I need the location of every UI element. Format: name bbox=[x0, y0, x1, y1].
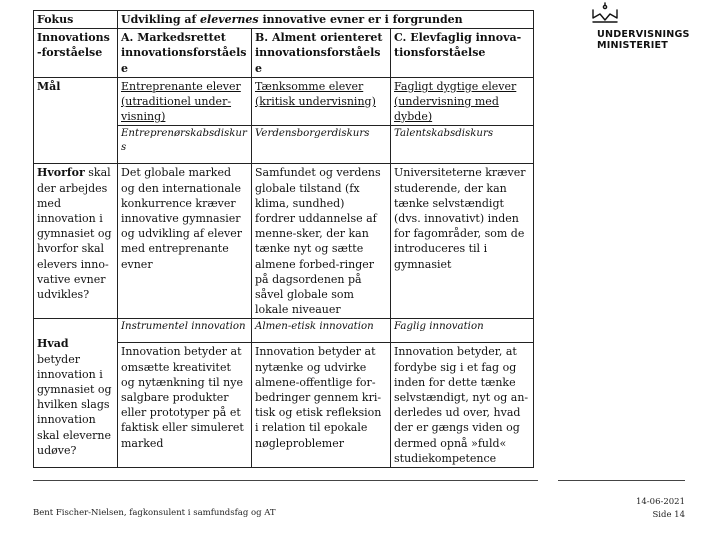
discourse-col-a bbox=[118, 126, 252, 164]
why-col-b bbox=[252, 164, 391, 319]
what-col-b bbox=[252, 343, 391, 468]
header-title-cell bbox=[118, 11, 534, 29]
what-col-a-text: Innovation betyder at omsætte kreativitet og nytænkning til nye salgbare produkter eller prototyper på et faktisk eller simuleret marked bbox=[121, 345, 244, 450]
innovation-type-col-a-text: Instrumentel innovation bbox=[121, 321, 246, 333]
ministry-logo-text bbox=[597, 29, 690, 51]
understanding-col-c-text: C. Elevfaglig innova-tionsforståelse bbox=[394, 31, 522, 60]
understanding-col-c bbox=[391, 29, 534, 78]
why-col-c bbox=[391, 164, 534, 319]
goal-col-c bbox=[391, 77, 534, 126]
why-col-a-text: Det globale marked og den internationale konkurrence kræver innovative gymnasier og udvikling af elever med entreprenante evner bbox=[121, 166, 242, 271]
goal-col-b-text: Tænksomme elever (kritisk undervisning) bbox=[255, 79, 376, 109]
discourse-col-b bbox=[252, 126, 391, 164]
discourse-col-c-text: Talentskabsdiskurs bbox=[394, 128, 494, 140]
innovation-type-col-c-text: Faglig innovation bbox=[394, 321, 484, 333]
footer-author: Bent Fischer-Nielsen, fagkonsulent i samfundsfag og AT bbox=[33, 508, 276, 518]
header-row bbox=[34, 11, 534, 29]
goal-col-c-text: Fagligt dygtige elever (undervisning med dybde) bbox=[394, 79, 517, 124]
goal-row bbox=[34, 77, 534, 126]
why-label-cell bbox=[34, 164, 118, 319]
logo-line-2: MINISTERIET bbox=[597, 40, 668, 51]
discourse-col-c bbox=[391, 126, 534, 164]
understanding-col-a bbox=[118, 29, 252, 78]
goal-label-cell bbox=[34, 77, 118, 164]
understanding-label-cell bbox=[34, 29, 118, 78]
what-label-bold: Hvad bbox=[37, 337, 69, 351]
footer-date: 14-06-2021 bbox=[635, 497, 685, 507]
header-focus-cell bbox=[34, 11, 118, 29]
header-title-prefix: Udvikling af bbox=[121, 13, 201, 26]
why-row bbox=[34, 164, 534, 319]
why-col-a bbox=[118, 164, 252, 319]
logo-line-1: UNDERVISNINGS bbox=[597, 29, 690, 40]
what-label-rest: betyder innovation i gymnasiet og hvilken slags innovation skal eleverne udøve? bbox=[37, 352, 112, 457]
footer-divider-left bbox=[33, 480, 538, 481]
understanding-label: Innovations-forståelse bbox=[37, 31, 110, 60]
header-title-suffix: innovative evner er i forgrunden bbox=[258, 13, 463, 26]
goal-label: Mål bbox=[37, 79, 61, 93]
what-col-c-text: Innovation betyder, at fordybe sig i et fag og inden for dette tænke selvstændigt, nyt og an-derledes ud over, hvad der er gængs viden og dermed opnå »fuld« studiekompetence bbox=[394, 345, 529, 465]
why-col-c-text: Universiteterne kræver studerende, der kan tænke selvstændigt (dvs. innovativt) inden for fagområder, som de introduceres til i gymnasiet bbox=[394, 166, 526, 271]
understanding-col-b bbox=[252, 29, 391, 78]
goal-col-b bbox=[252, 77, 391, 126]
what-col-a bbox=[118, 343, 252, 468]
what-col-c bbox=[391, 343, 534, 468]
what-label-cell bbox=[34, 319, 118, 468]
footer-divider-right bbox=[558, 480, 685, 481]
why-col-b-text: Samfundet og verdens globale tilstand (fx klima, sundhed) fordrer uddannelse af menne-sker, der kan tænke nyt og sætte almene forbed-ringer på dagsordenen på såvel globale som lokale niveauer bbox=[255, 166, 381, 317]
innovation-type-col-c bbox=[391, 319, 534, 343]
what-col-b-text: Innovation betyder at nytænke og udvirke almene-offentlige for-bedringer gennem kri-tisk og etisk refleksion i relation til epokale nøgleproblemer bbox=[255, 345, 382, 450]
understanding-col-b-text: B. Alment orienteret innovationsforståelse bbox=[255, 31, 383, 75]
header-focus-label: Fokus bbox=[37, 13, 74, 26]
understanding-row bbox=[34, 29, 534, 78]
goal-col-a-text: Entreprenante elever (utraditionel under-visning) bbox=[121, 79, 241, 124]
innovation-type-col-a bbox=[118, 319, 252, 343]
innovation-type-col-b bbox=[252, 319, 391, 343]
innovation-type-row bbox=[34, 319, 534, 343]
innovation-type-col-b-text: Almen-etisk innovation bbox=[255, 321, 374, 333]
goal-col-a bbox=[118, 77, 252, 126]
discourse-col-a-text: Entreprenørskabsdiskurs bbox=[121, 128, 247, 154]
why-label-bold: Hvorfor bbox=[37, 166, 85, 180]
understanding-col-a-text: A. Markedsrettet innovationsforståelse bbox=[121, 31, 247, 75]
discourse-col-b-text: Verdensborgerdiskurs bbox=[255, 128, 370, 140]
innovation-comparison-table bbox=[33, 10, 534, 468]
footer-meta bbox=[636, 496, 685, 522]
why-label-rest: skal der arbejdes med innovation i gymnasiet og hvorfor skal elevers inno-vative evner udvikles? bbox=[37, 166, 112, 302]
header-title-italic: elevernes bbox=[200, 13, 259, 26]
footer-page-number: Side 14 bbox=[652, 510, 685, 520]
